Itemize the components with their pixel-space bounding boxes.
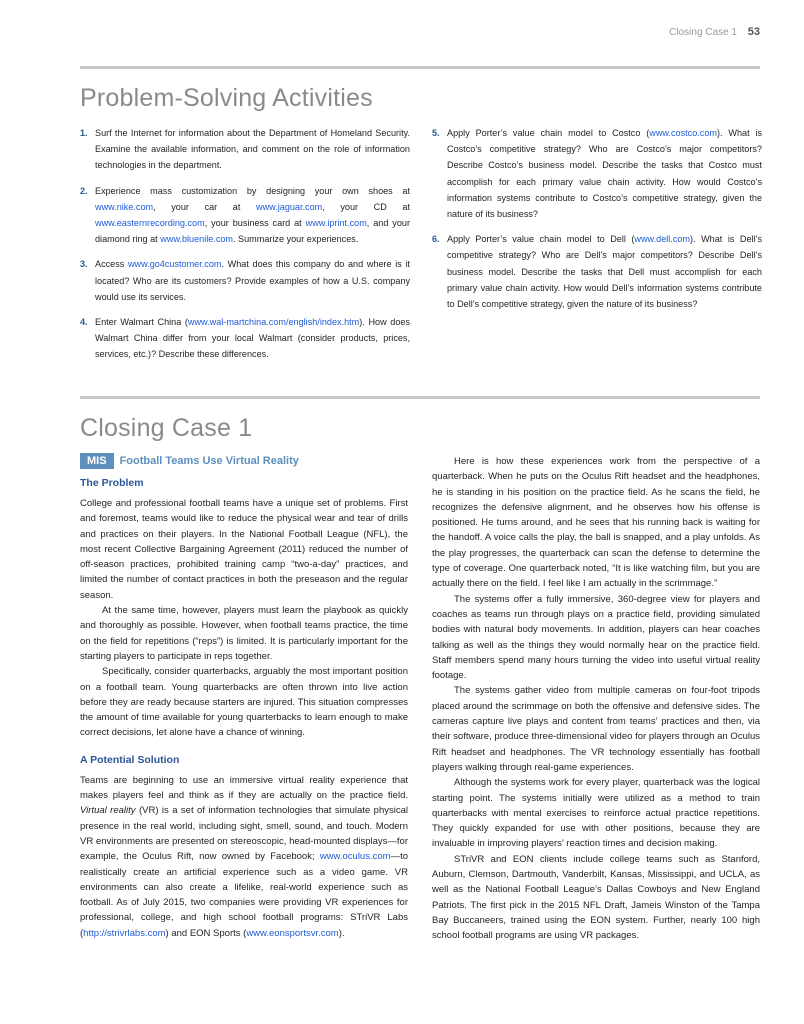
case-paragraph	[432, 454, 760, 592]
web-link[interactable]: www.bluenile.com	[160, 234, 233, 245]
activity-text	[95, 256, 410, 305]
text-run: The systems offer a fully immersive, 360-degree view for players and coaches as teams run through plays on a practice field, providing simulated bodies with natural body movements. In addition, players can hear coaches talking as well as the things they would normally hear on the practice field. Staff members spend many hours turning the video into useful virtual reality footage.	[432, 593, 760, 682]
case-paragraph	[80, 773, 408, 941]
web-link[interactable]: www.easternrecording.com	[95, 218, 205, 229]
mis-badge: MIS	[80, 453, 114, 469]
case-paragraph	[432, 852, 760, 944]
case-section-heading: The Problem	[80, 477, 144, 489]
case-heading	[80, 453, 299, 469]
running-head-section: Closing Case 1	[669, 27, 737, 38]
text-run: Teams are beginning to use an immersive virtual reality experience that makes players feel and think as if they are actually on the practice field.	[80, 774, 408, 802]
text-run: —to realistically create an artificial experience such as a video game. VR environments can also create a lifelike, real-world experience such as football. As of July 2015, two companies were providing VR experiences for professional, college, and high school football programs: STriVR Labs (	[80, 851, 408, 939]
text-run: The systems gather video from multiple cameras on four-foot tripods placed around the scrimmage on both the offensive and defensive sides. The cameras capture live plays and content from teams’ practices and then, via their software, produce three-dimensional video for players through an Oculus Rift headset and headphones. The VR technology essentially has football players walking through real-game experiences.	[432, 685, 760, 773]
closing-case-left-column	[80, 476, 408, 941]
text-run: (VR) is a set of information technologies that simulate physical presence in the real world, including sight, smell, sound, and touch. Modern VR environments are presented on stereoscopic, head-mounted displays—for example, the Oculus Rift, now owned by Facebook;	[80, 805, 408, 863]
case-paragraph	[432, 683, 760, 775]
activity-text	[95, 314, 410, 363]
text-run: ) and EON Sports (	[165, 927, 247, 939]
text-run: Experience mass customization by designing your own shoes at	[95, 185, 410, 196]
text-run: , your business card at	[204, 218, 306, 229]
web-link[interactable]: www.jaguar.com	[256, 201, 323, 212]
activity-number: 5.	[432, 128, 440, 138]
running-head	[669, 26, 760, 38]
activity-number: 2.	[80, 185, 88, 196]
web-link[interactable]: www.wal-martchina.com/english/index.htm	[187, 317, 360, 328]
web-link[interactable]: www.dell.com	[634, 234, 691, 245]
text-run: ). What is Costco’s competitive strategy? Who are Costco’s major competitors? Describe Costco’s business model. Describe the tasks that Costco must accomplish for each primary value chain activity. How would Costco’s information systems contribute to Costco’s competitive strategy, given the nature of its business?	[447, 128, 762, 220]
text-run: Apply Porter’s value chain model to Dell (	[447, 234, 635, 245]
text-run: , your CD at	[322, 201, 411, 212]
case-paragraph	[80, 496, 408, 603]
activity-item	[432, 125, 762, 222]
text-run: Enter Walmart China (	[95, 317, 188, 328]
text-run: , and your diamond ring at	[95, 218, 410, 245]
problem-solving-right-column	[432, 125, 762, 321]
text-run: Specifically, consider quarterbacks, arguably the most important position on a football team. Young quarterbacks are often thrown into live action before they are ready because starters are injured. This situation compresses the amount of time available for young quarterbacks to learn enough to make correct decisions, let alone have a chance of winning.	[80, 666, 408, 739]
problem-solving-left-column	[80, 125, 410, 372]
activity-item	[80, 256, 410, 305]
text-run: . Summarize your experiences.	[233, 234, 359, 245]
case-paragraph	[432, 775, 760, 851]
web-link[interactable]: www.costco.com	[649, 128, 717, 138]
case-paragraph	[80, 664, 408, 740]
activity-number: 3.	[80, 259, 88, 270]
activity-text	[95, 125, 410, 174]
text-run: STriVR and EON clients include college teams such as Stanford, Auburn, Clemson, Dartmouth, Vanderbilt, Kansas, Mississippi, and UCLA, as well as the National Football League’s Dallas Cowboys and New England Patriots. The first pick in the 2015 NFL Draft, Jameis Winston of the Tampa Bay Buccaneers, trained using the EON system. Further, nearly 100 high school football programs are using VR packages.	[432, 853, 760, 942]
case-subtitle: Football Teams Use Virtual Reality	[119, 455, 299, 467]
text-run: Although the systems work for every player, quarterback was the logical starting point. The systems initially were utilized as a method to train quarterbacks with mental exercises to reinforce actual practice repetitions. They quickly expanded for use with other positions, because they are invaluable in improving players’ reaction times and decision making.	[432, 777, 760, 850]
activity-number: 1.	[80, 128, 88, 138]
activity-text	[95, 183, 410, 248]
activity-number: 6.	[432, 234, 440, 245]
activity-number: 4.	[80, 317, 88, 328]
activity-item	[80, 125, 410, 174]
closing-case-title: Closing Case 1	[80, 414, 253, 442]
text-run: Apply Porter’s value chain model to Costco (	[447, 128, 650, 138]
web-link[interactable]: www.iprint.com	[305, 218, 367, 229]
web-link[interactable]: www.eonsportsvr.com	[246, 927, 339, 939]
activity-text	[447, 231, 762, 312]
web-link[interactable]: www.oculus.com	[319, 851, 391, 863]
text-run: Access	[95, 259, 128, 270]
text-run: ). What is Dell’s competitive strategy? Who are Dell’s major competitors? Describe Dell’s business model. Describe the tasks that Dell must accomplish for each primary value chain activity. How would Dell’s information systems contribute to Dell’s competitive strategy, given the nature of its business?	[447, 234, 762, 310]
page-number: 53	[747, 26, 760, 38]
text-run: Surf the Internet for information about the Department of Homeland Security. Examine the available information, and comment on the role of information technologies in the department.	[95, 128, 410, 171]
case-section-heading: A Potential Solution	[80, 753, 180, 766]
text-run: ). How does Walmart China differ from your local Walmart (consider products, prices, services, etc.)? Describe these differences.	[95, 317, 410, 360]
text-run: At the same time, however, players must learn the playbook as quickly and thoroughly as possible. However, when football teams practice, the time on the field for repetitions (“reps”) is limited. It is particularly important for the starting players to participate in reps together.	[80, 605, 408, 662]
text-run: , your car at	[153, 201, 257, 212]
case-paragraph	[432, 592, 760, 684]
closing-case-right-column	[432, 454, 760, 944]
text-run: College and professional football teams have a unique set of problems. First and foremost, teams would like to reduce the physical wear and tear of drills and practices on their players. In the National Football League (NFL), the most recent Collective Bargaining Agreement (2011) reduced the number of off-season practices, prohibited training camp “two-a-day” practices, and limited the number of contact practices in both the preseason and the regular season.	[80, 498, 408, 601]
text-run: . What does this company do and where is it located? Who are its customers? Provide examples of how a U.S. company would use its services.	[95, 259, 410, 302]
activity-item	[80, 183, 410, 248]
text-run: Virtual reality	[80, 805, 136, 817]
web-link[interactable]: www.go4customer.com	[127, 259, 222, 270]
section-divider-top	[80, 66, 760, 69]
web-link[interactable]: http://strivrlabs.com	[83, 927, 166, 939]
text-run: Here is how these experiences work from the perspective of a quarterback. When he puts on the Oculus Rift headset and the headphones, he is standing in his position on the practice field. As he scans the field, he recognizes the defensive alignment, and he observes how his offense is positioned. He turns around, and he sees that his running back is waiting for the handoff. A voice calls the play, the ball is snapped, and a play unfolds. As the play progresses, the quarterback can scan the defense to determine the type of coverage. One quarterback noted, “It is like watching film, but you are actually there on the field. I feel like I am actually in the scrimmage.”	[432, 456, 760, 590]
activity-item	[80, 314, 410, 363]
case-paragraph	[80, 603, 408, 664]
activity-text	[447, 125, 762, 222]
activity-item	[432, 231, 762, 312]
text-run: ).	[338, 927, 345, 939]
section-divider-middle	[80, 396, 760, 399]
problem-solving-title: Problem-Solving Activities	[80, 84, 373, 112]
web-link[interactable]: www.nike.com	[95, 201, 154, 212]
